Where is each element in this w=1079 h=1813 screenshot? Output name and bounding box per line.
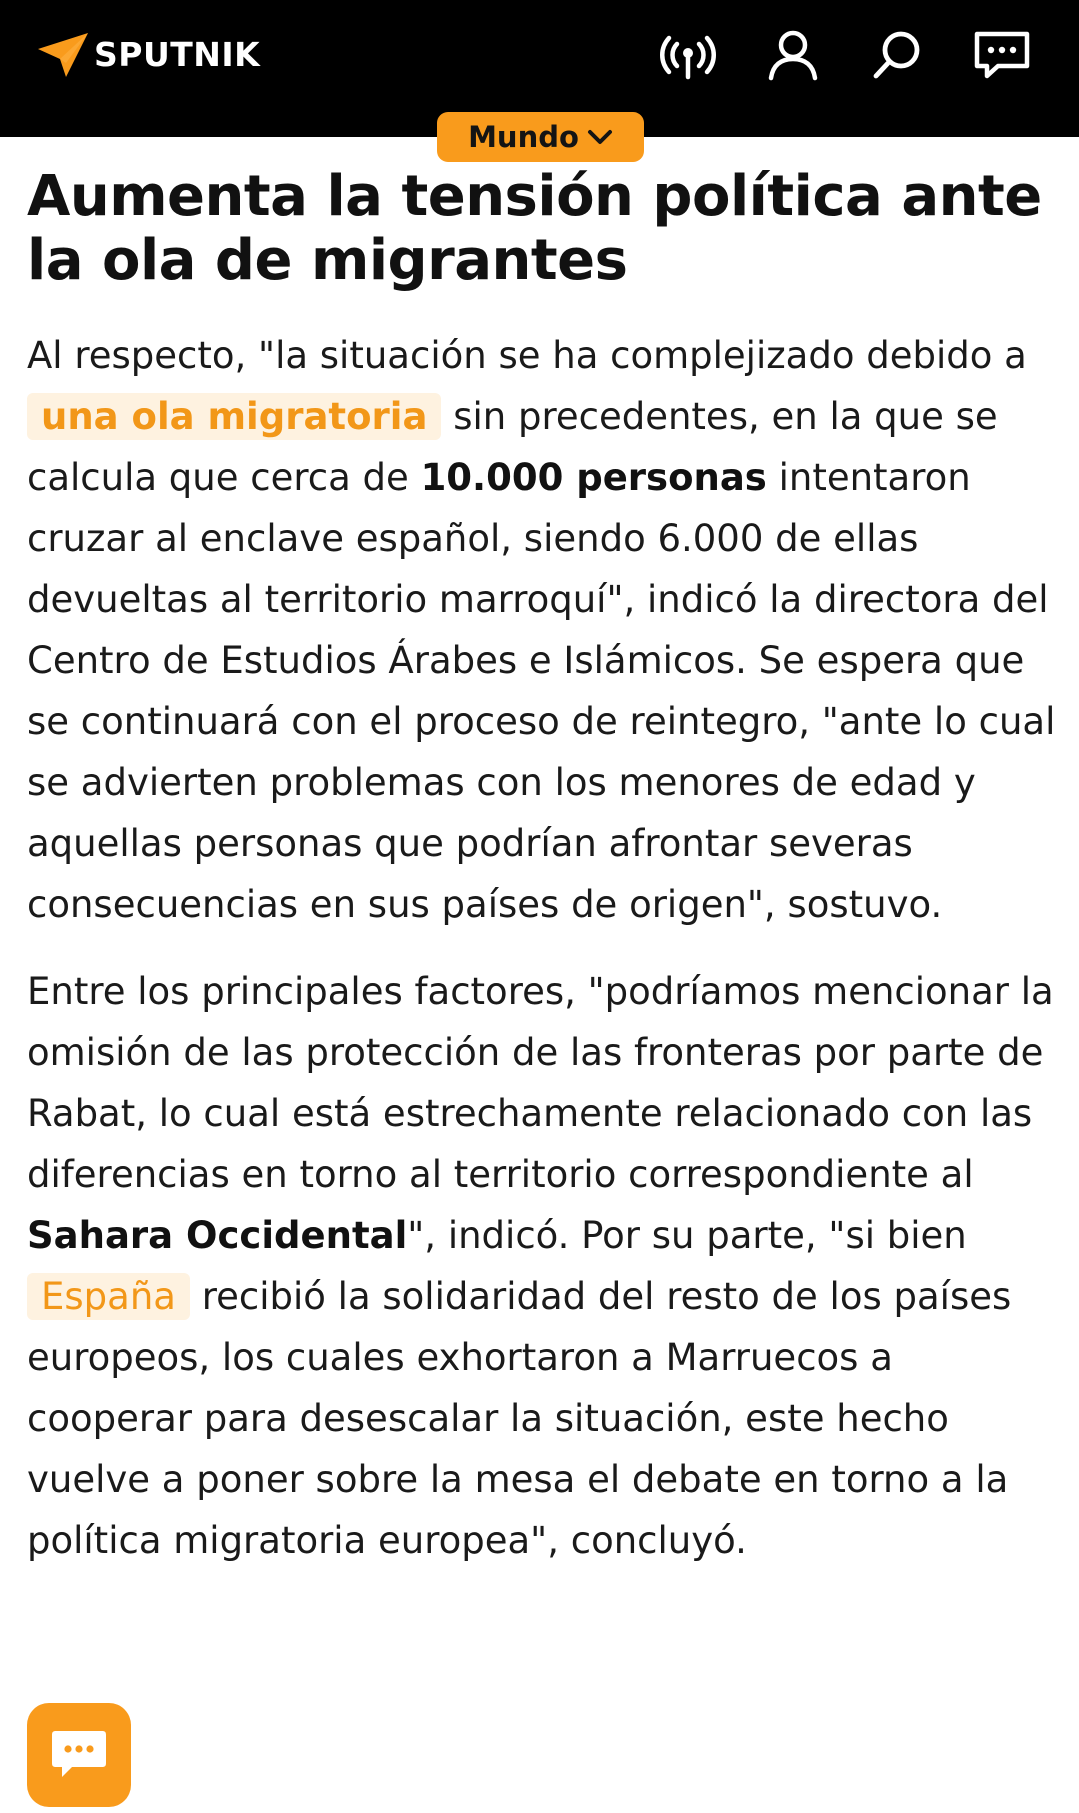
link-una-ola-migratoria[interactable]: una ola migratoria	[27, 393, 441, 440]
search-icon[interactable]	[864, 24, 930, 86]
link-espana[interactable]: España	[27, 1273, 190, 1320]
article-body	[27, 325, 1067, 1571]
paragraph-text: Al respecto, "la situación se ha complejizado debido a	[27, 334, 1027, 377]
chevron-down-icon	[587, 128, 613, 146]
user-icon[interactable]	[760, 24, 826, 86]
paragraph-text: sin precedentes, en la que se calcula que cerca de	[27, 395, 998, 499]
category-label: Mundo	[468, 120, 579, 154]
paragraph-text: recibió la solidaridad del resto de los países europeos, los cuales exhortaron a Marruecos a cooperar para desescalar la situación, este hecho vuelve a poner sobre la mesa el debate en torno a la política migratoria europea", concluyó.	[27, 1275, 1012, 1562]
paragraph-text: Entre los principales factores, "podríamos mencionar la omisión de las protección de las fronteras por parte de Rabat, lo cual está estrechamente relacionado con las diferencias en torno al territorio correspondiente al	[27, 970, 1054, 1196]
chat-icon[interactable]	[969, 24, 1035, 86]
paragraph-text: ", indicó. Por su parte, "si bien	[407, 1214, 967, 1257]
article-title: Aumenta la tensión política ante la ola de migrantes	[27, 164, 1042, 293]
article-paragraph-1	[27, 325, 1067, 935]
brand-name: SPUTNIK	[94, 34, 261, 74]
chat-floating-button[interactable]	[27, 1703, 131, 1807]
bold-text: Sahara Occidental	[27, 1214, 408, 1257]
bottom-fade	[0, 1700, 1079, 1813]
sputnik-logo-icon	[36, 29, 90, 79]
sputnik-logo[interactable]	[36, 28, 260, 80]
radio-broadcast-icon[interactable]	[655, 24, 721, 86]
chat-bubble-icon	[48, 1727, 110, 1783]
category-dropdown[interactable]	[437, 112, 644, 162]
bold-text: 10.000 personas	[420, 456, 767, 499]
paragraph-text: intentaron cruzar al enclave español, siendo 6.000 de ellas devueltas al territorio marroquí", indicó la directora del Centro de Estudios Árabes e Islámicos. Se espera que se continuará con el proceso de reintegro, "ante lo cual se advierten problemas con los menores de edad y aquellas personas que podrían afrontar severas consecuencias en sus países de origen", sostuvo.	[27, 456, 1056, 926]
article-paragraph-2	[27, 961, 1067, 1571]
